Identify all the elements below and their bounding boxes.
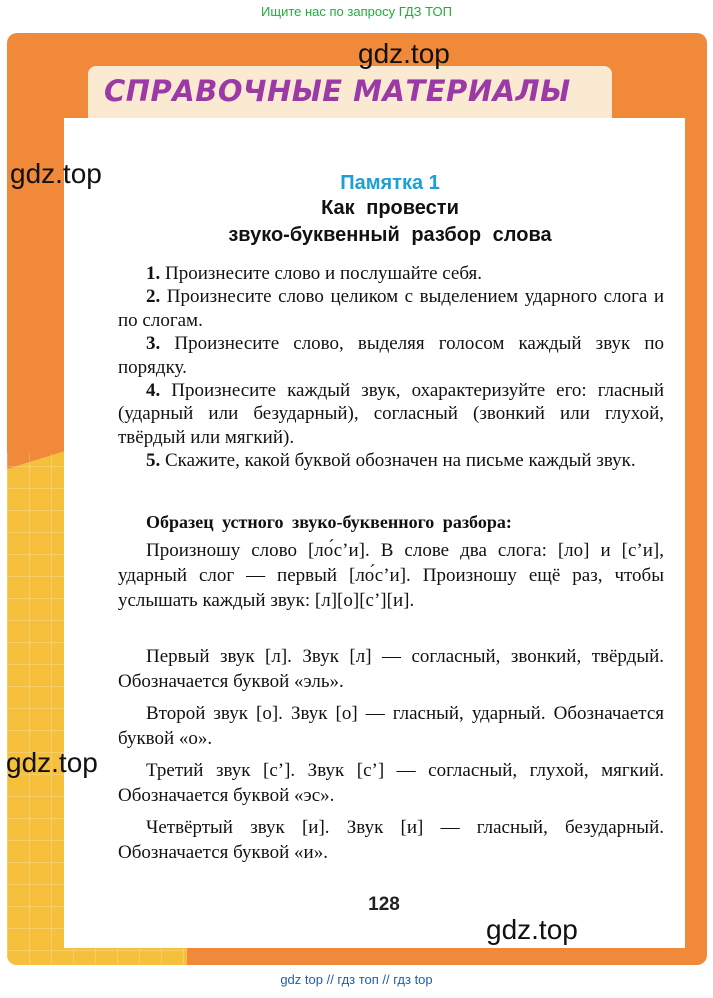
list-item: 5. Скажите, какой буквой обозначен на письме каждый звук.: [146, 450, 636, 472]
watermark: gdz.top: [358, 38, 450, 69]
watermark: gdz.top: [6, 747, 98, 778]
top-banner: Ищите нас по запросу ГДЗ ТОП: [261, 4, 452, 19]
sample-paragraph: Произношу слово [ло́с’и]. В слове два слога: [ло] и [с’и], ударный слог — первый [ло́с’и]. Произношу ещё раз, чтобы услышать каждый звук: [л][о][с’][и].: [118, 540, 664, 611]
list-item: 2. Произнесите слово целиком с выделением ударного слога и по слогам.: [118, 286, 665, 331]
memo-title-line1: Как провести: [321, 197, 459, 219]
page-title: СПРАВОЧНЫЕ МАТЕРИАЛЫ: [104, 74, 571, 108]
sample-paragraph: Третий звук [с’]. Звук [с’] — согласный, глухой, мягкий. Обозначается буквой «эс».: [118, 760, 664, 806]
sample-heading: Образец устного звуко-буквенного разбора:: [146, 512, 512, 532]
steps-list: [118, 262, 664, 473]
list-item: 4. Произнесите каждый звук, охарактеризуйте его: гласный (ударный или безударный), согласный (звонкий или глухой, твёрдый или мягкий).: [118, 380, 664, 448]
memo-number: Памятка 1: [340, 172, 440, 194]
sample-paragraph: Первый звук [л]. Звук [л] — согласный, звонкий, твёрдый. Обозначается буквой «эль».: [118, 646, 664, 692]
list-item: 3. Произнесите слово, выделяя голосом каждый звук по порядку.: [118, 333, 665, 378]
memo-title-line2: звуко-буквенный разбор слова: [228, 224, 552, 246]
watermark: gdz.top: [486, 914, 578, 945]
watermark: gdz.top: [10, 158, 102, 189]
bottom-banner: gdz top // гдз топ // гдз top: [280, 972, 433, 987]
page-number: 128: [368, 894, 400, 915]
list-item: 1. Произнесите слово и послушайте себя.: [146, 263, 483, 284]
sample-paragraph: Второй звук [о]. Звук [о] — гласный, ударный. Обозначается буквой «о».: [118, 703, 664, 749]
sample-paragraph: Четвёртый звук [и]. Звук [и] — гласный, безударный. Обозначается буквой «и».: [118, 817, 664, 863]
